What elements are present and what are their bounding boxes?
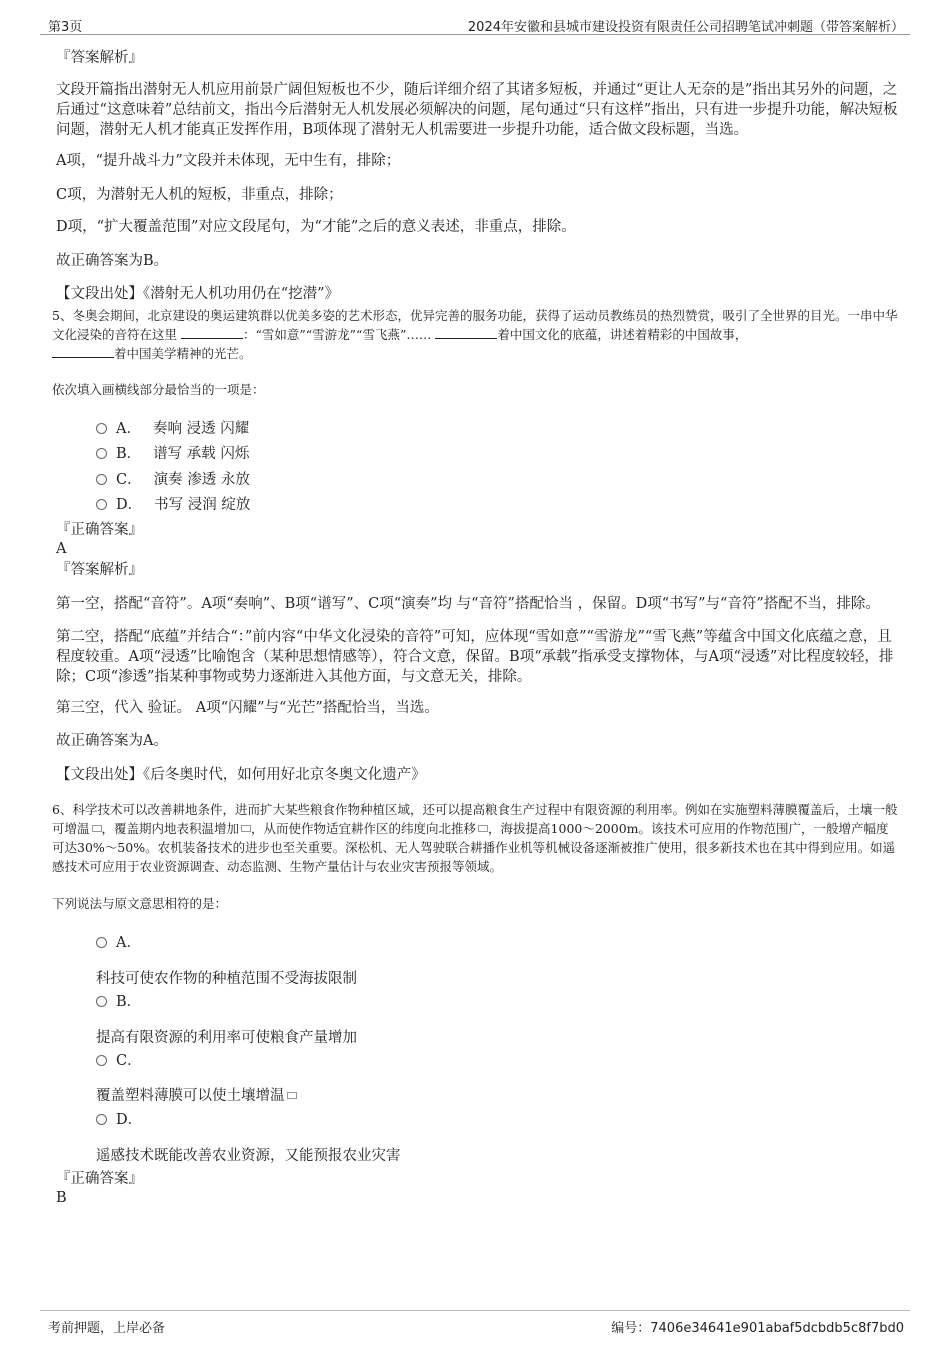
q6-option-c-text[interactable]: [96, 1084, 297, 1105]
option-label: D．: [116, 1112, 143, 1128]
q5-option-b[interactable]: [96, 442, 249, 463]
q6-stem-part1: 6、科学技术可以改善耕地条件，进而扩大某些粮食作物种植区域，还可以提高粮食生产过程中有限资源的利用率。例如在实施塑料薄膜覆盖后，土壤一般可增温: [52, 802, 898, 836]
option-text: 书写 浸润 绽放: [154, 497, 251, 513]
missing-glyph-icon: [241, 825, 251, 832]
q6-option-b[interactable]: [96, 990, 141, 1011]
option-label: D．: [116, 497, 143, 513]
option-label: A．: [116, 421, 141, 437]
q5-analysis-label: 『答案解析』: [56, 562, 143, 578]
radio-icon[interactable]: [96, 474, 107, 485]
q6-prompt: 下列说法与原文意思相符的是：: [52, 896, 228, 911]
q5-analysis-paragraph-3: 第三空，代入 验证。 A项“闪耀”与“光芒”搭配恰当，当选。: [56, 700, 439, 716]
footer-slogan: 考前押题，上岸必备: [48, 1321, 166, 1336]
option-text: 覆盖塑料薄膜可以使土壤增温: [96, 1088, 285, 1104]
q4-analysis-option-a: A项，“提升战斗力”文段并未体现，无中生有，排除；: [56, 153, 401, 169]
option-label: A．: [116, 935, 141, 951]
q5-analysis-paragraph-1: 第一空，搭配“音符”。A项“奏响”、B项“谱写”、C项“演奏”均 与“音符”搭配恰当 ，保留。D项“书写”与“音符”搭配不当，排除。: [56, 596, 880, 612]
q6-option-d-text[interactable]: 遥感技术既能改善农业资源，又能预报农业灾害: [96, 1148, 401, 1164]
q6-stem-part4: ，海拔提高1000～2000m。该技术可应用的作物范围广，一般增产幅度可达30%～50%。农机装备技术的进步也至关重要。深松机、无人驾驶联合耕播作业机等机械设备逐渐被推广使用，很多新技术也在其中得到应用。如遥感技术可应用于农业资源调查、动态监测、生物产量估计与农业灾害预报等领域。: [52, 821, 896, 874]
option-label: C．: [116, 472, 142, 488]
radio-icon[interactable]: [96, 1114, 107, 1125]
radio-icon[interactable]: [96, 1055, 107, 1066]
q6-option-d[interactable]: [96, 1108, 142, 1129]
code-value: 7406e34641e901abaf5dcbdb5c8f7bd0: [650, 1321, 904, 1336]
document-title: 2024年安徽和县城市建设投资有限责任公司招聘笔试冲刺题（带答案解析）: [467, 20, 904, 35]
q5-analysis-paragraph-2: 第二空，搭配“底蕴”并结合“：”前内容“中华文化浸染的音符”可知，应体现“雪如意”“雪游龙”“雪飞燕”等蕴含中国文化底蕴之意，且程度较重。A项“浸透”比喻饱含（某种思想情感等），符合文意，保留。B项“承载”指承受支撑物体，与A项“浸透”对比程度较轻，排除；C项“渗透”指某种事物或势力逐渐进入其他方面，与文意无关，排除。: [56, 629, 894, 685]
q5-answer: A: [56, 541, 67, 557]
option-label: B．: [116, 994, 142, 1010]
missing-glyph-icon: [287, 1092, 297, 1099]
q5-conclusion: 故正确答案为A。: [56, 733, 168, 749]
q5-stem-part2: ：“雪如意”“雪游龙”“雪飞燕”……: [243, 327, 432, 342]
option-text: 演奏 渗透 永放: [153, 472, 250, 488]
q6-option-a[interactable]: [96, 931, 141, 952]
radio-icon[interactable]: [96, 499, 107, 510]
option-label: B．: [116, 446, 142, 462]
q5-option-c[interactable]: [96, 468, 250, 489]
q5-answer-label: 『正确答案』: [56, 522, 143, 538]
radio-icon[interactable]: [96, 996, 107, 1007]
option-text: 奏响 浸透 闪耀: [152, 421, 250, 437]
q4-analysis-paragraph: 文段开篇指出潜射无人机应用前景广阔但短板也不少，随后详细介绍了其诸多短板，并通过“更让人无奈的是”指出其另外的问题，之后通过“这意味着”总结前文，指出今后潜射无人机发展必须解决的问题，尾句通过“只有这样”指出，只有进一步提升功能，解决短板问题，潜射无人机才能真正发挥作用，B项体现了潜射无人机需要进一步提升功能，适合做文段标题，当选。: [56, 82, 898, 138]
q5-stem: [52, 306, 898, 363]
q5-prompt: 依次填入画横线部分最恰当的一项是：: [52, 382, 265, 397]
q6-stem-part2: ，覆盖期内地表积温增加: [101, 821, 240, 836]
page-number: 第3页: [48, 20, 83, 35]
missing-glyph-icon: [478, 825, 488, 832]
q6-answer-label: 『正确答案』: [56, 1171, 143, 1187]
q5-option-d[interactable]: [96, 493, 250, 514]
missing-glyph-icon: [92, 825, 102, 832]
q4-source: 【文段出处】《潜射无人机功用仍在“挖潜”》: [56, 286, 340, 302]
q6-option-a-text[interactable]: 科技可使农作物的种植范围不受海拔限制: [96, 971, 357, 987]
option-label: C．: [116, 1053, 142, 1069]
option-text: 谱写 承载 闪烁: [153, 446, 250, 462]
q6-stem: [52, 800, 898, 876]
q5-stem-part4: 着中国美学精神的光芒。: [114, 346, 252, 361]
q4-conclusion: 故正确答案为B。: [56, 253, 169, 269]
radio-icon[interactable]: [96, 423, 107, 434]
q6-option-c[interactable]: [96, 1049, 142, 1070]
radio-icon[interactable]: [96, 448, 107, 459]
q5-blank-2: [435, 326, 497, 339]
q4-analysis-option-d: D项，“扩大覆盖范围”对应文段尾句，为“才能”之后的意义表述，非重点，排除。: [56, 219, 576, 235]
q5-source: 【文段出处】《后冬奥时代，如何用好北京冬奥文化遗产》: [56, 767, 426, 783]
q6-option-b-text[interactable]: 提高有限资源的利用率可使粮食产量增加: [96, 1030, 357, 1046]
page-footer: [40, 1310, 910, 1335]
q6-answer: B: [56, 1190, 67, 1206]
q4-analysis-option-c: C项，为潜射无人机的短板，非重点，排除；: [56, 187, 343, 203]
q5-blank-1: [181, 326, 243, 339]
q4-analysis-label: 『答案解析』: [56, 50, 143, 66]
document-code: [611, 1317, 904, 1336]
radio-icon[interactable]: [96, 937, 107, 948]
page-header: [40, 12, 910, 35]
q6-stem-part3: ，从而使作物适宜耕作区的纬度向北推移: [251, 821, 477, 836]
q5-stem-part1: 5、冬奥会期间，北京建设的奥运建筑群以优美多姿的艺术形态，优异完善的服务功能，获得了运动员教练员的热烈赞赏，吸引了全世界的目光。一串中华文化浸染的音符在这里: [52, 308, 898, 342]
code-label: 编号：: [611, 1321, 651, 1336]
q5-option-a[interactable]: [96, 417, 249, 438]
q5-blank-3: [52, 345, 114, 358]
q5-stem-part3: 着中国文化的底蕴，讲述着精彩的中国故事，: [497, 327, 748, 342]
